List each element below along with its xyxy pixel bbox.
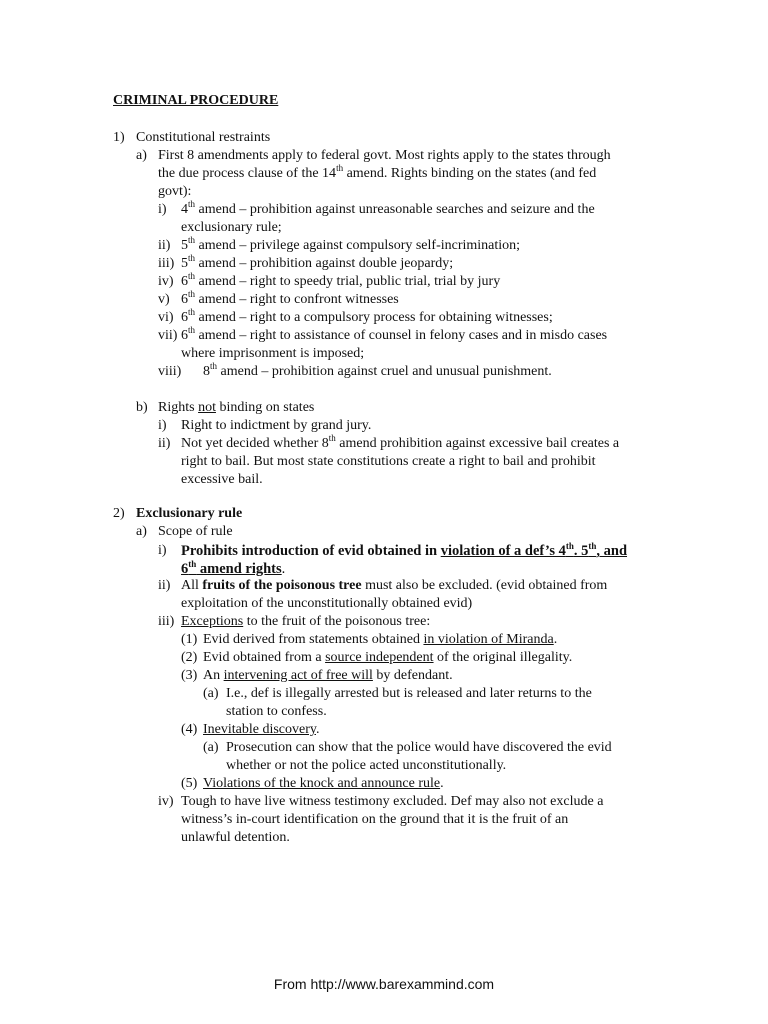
amend-item: 6th amend – right to confront witnesses	[181, 289, 399, 307]
s2-iv-marker: iv)	[158, 794, 174, 809]
sub-exception-marker: (a)	[203, 686, 219, 701]
amend-item: 6th amend – right to assistance of counsel in felony cases and in misdo cases	[181, 325, 608, 343]
amend-item: 4th amend – prohibition against unreasonable searches and seizure and the	[181, 199, 595, 217]
s1-a-line-2: the due process clause of the 14th amend. Rights binding on the states (and fed	[158, 163, 597, 181]
amend-item: 8th amend – prohibition against cruel and unusual punishment.	[203, 361, 552, 379]
sub-exception-line-2: whether or not the police acted unconstitutionally.	[226, 758, 507, 773]
amend-item-marker: i)	[158, 202, 167, 217]
exception-marker: (4)	[181, 722, 198, 737]
sub-exception-marker: (a)	[203, 740, 219, 755]
s2-iii-text: Exceptions to the fruit of the poisonous tree:	[181, 614, 431, 629]
s1-b-ii-line-2: right to bail. But most state constitutions create a right to bail and prohibit	[181, 454, 596, 469]
amend-item: 6th amend – right to a compulsory process for obtaining witnesses;	[181, 307, 553, 325]
s2-iv-line-3: unlawful detention.	[181, 830, 290, 845]
exception-marker: (2)	[181, 650, 198, 665]
exception-item: Inevitable discovery.	[203, 722, 320, 737]
amend-item: 6th amend – right to speedy trial, public trial, trial by jury	[181, 271, 501, 289]
section-1-heading: Constitutional restraints	[136, 130, 271, 145]
s2-a-marker: a)	[136, 524, 147, 539]
s1-b-marker: b)	[136, 400, 148, 415]
s1-b-heading: Rights not binding on states	[158, 400, 315, 415]
amend-item: 5th amend – prohibition against double jeopardy;	[181, 253, 454, 271]
sub-exception-line-1: I.e., def is illegally arrested but is released and later returns to the	[226, 686, 592, 701]
s2-ii-marker: ii)	[158, 578, 171, 593]
s2-i-line-1: Prohibits introduction of evid obtained in violation of a def’s 4th. 5th, and	[181, 541, 628, 559]
amend-item-continuation: exclusionary rule;	[181, 220, 282, 235]
exception-item: An intervening act of free will by defendant.	[203, 668, 453, 683]
footer-source-link[interactable]: From http://www.barexammind.com	[273, 976, 495, 992]
s2-ii-line-1: All fruits of the poisonous tree must also be excluded. (evid obtained from	[181, 578, 608, 593]
exception-item: Evid obtained from a source independent of the original illegality.	[203, 650, 573, 665]
s2-iii-marker: iii)	[158, 614, 175, 629]
s2-i-marker: i)	[158, 543, 167, 558]
amend-item-marker: ii)	[158, 238, 171, 253]
amend-item-marker: iii)	[158, 256, 175, 271]
sub-exception-line-1: Prosecution can show that the police would have discovered the evid	[226, 740, 612, 755]
s2-iv-line-1: Tough to have live witness testimony excluded. Def may also not exclude a	[181, 794, 604, 809]
s2-iv-line-2: witness’s in-court identification on the ground that it is the fruit of an	[181, 812, 569, 827]
s1-a-marker: a)	[136, 148, 147, 163]
s2-a-text: Scope of rule	[158, 524, 233, 539]
s1-b-i-text: Right to indictment by grand jury.	[181, 418, 372, 433]
amend-item-marker: v)	[158, 292, 170, 307]
amend-item-marker: viii)	[158, 364, 182, 379]
s2-i-line-2: 6th amend rights.	[181, 559, 286, 577]
s1-a-line-3: govt):	[158, 184, 192, 199]
s2-ii-line-2: exploitation of the unconstitutionally obtained evid)	[181, 596, 473, 611]
exception-item: Evid derived from statements obtained in violation of Miranda.	[203, 632, 558, 647]
section-1-number: 1)	[113, 130, 125, 145]
s1-b-ii-marker: ii)	[158, 436, 171, 451]
exception-marker: (5)	[181, 776, 198, 791]
exception-item: Violations of the knock and announce rule.	[203, 776, 444, 791]
s1-a-line-1: First 8 amendments apply to federal govt. Most rights apply to the states through	[158, 148, 611, 163]
s1-b-ii-line-3: excessive bail.	[181, 472, 263, 487]
amend-item-marker: iv)	[158, 274, 174, 289]
s1-b-ii-line-1: Not yet decided whether 8th amend prohibition against excessive bail creates a	[181, 433, 620, 451]
exception-marker: (3)	[181, 668, 198, 683]
page-title: CRIMINAL PROCEDURE	[113, 93, 279, 108]
amend-item-continuation: where imprisonment is imposed;	[181, 346, 365, 361]
exception-marker: (1)	[181, 632, 198, 647]
amend-item: 5th amend – privilege against compulsory self-incrimination;	[181, 235, 521, 253]
sub-exception-line-2: station to confess.	[226, 704, 327, 719]
amend-item-marker: vii)	[158, 328, 178, 343]
amend-item-marker: vi)	[158, 310, 174, 325]
section-2-heading: Exclusionary rule	[136, 506, 243, 521]
section-2-number: 2)	[113, 506, 125, 521]
s1-b-i-marker: i)	[158, 418, 167, 433]
